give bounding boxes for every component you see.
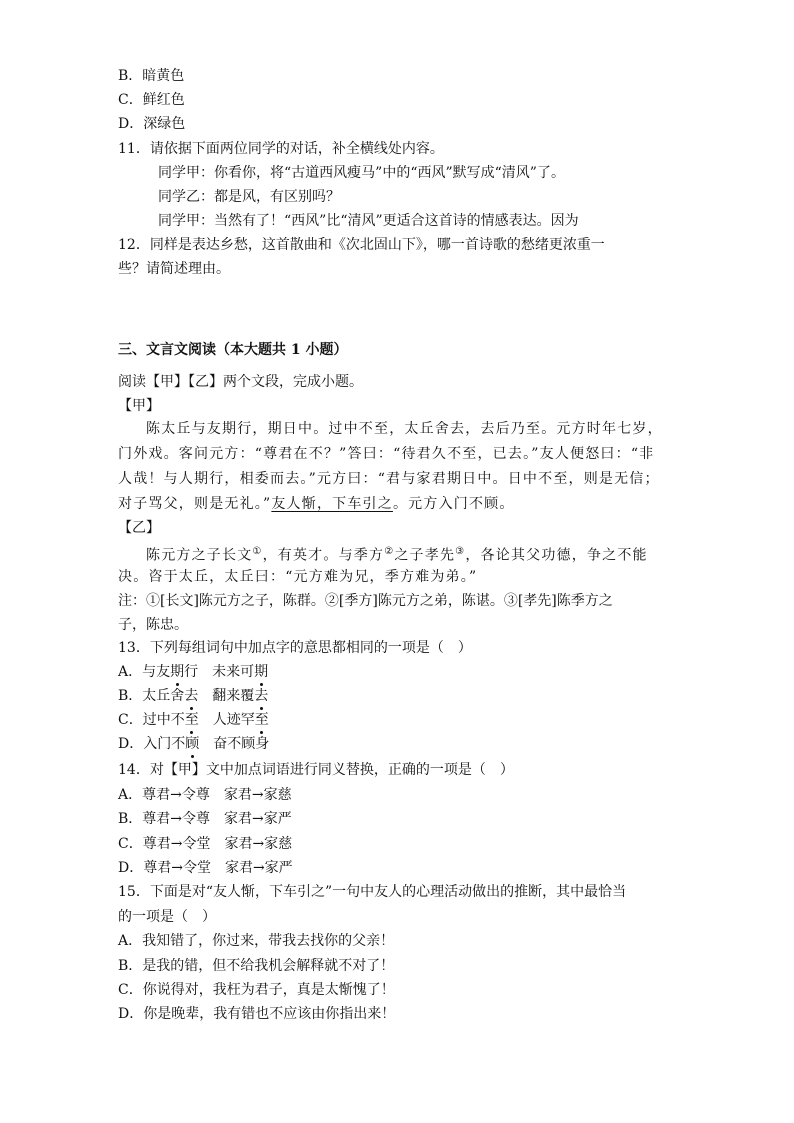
q15-option-b: B．是我的错，但不给我机会解释就不对了！ — [118, 958, 395, 974]
q13-b-text-1: B．太丘舍 — [118, 688, 185, 704]
footnote-marker-2: ② — [384, 546, 395, 557]
q13-option-c — [118, 710, 269, 730]
q14-option-a: A．尊君→令尊 家君→家慈 — [118, 787, 292, 803]
q12-stem-line-1: 12．同样是表达乡愁，这首散曲和《次北固山下》，哪一首诗歌的愁绪更浓重一 — [118, 237, 605, 253]
passage-yi-line-2: 决。咨于太丘，太丘曰：“元方难为兄，季方难为弟。” — [118, 569, 478, 585]
q15-option-c: C．你说得对，我枉为君子，真是太惭愧了！ — [118, 982, 395, 998]
q13-stem: 13．下列每组词句中加点字的意思都相同的一项是（ ） — [118, 640, 472, 656]
passage-jia-line-1: 陈太丘与友期行，期日中。过中不至，太丘舍去，去后乃至。元方时年七岁， — [146, 421, 663, 437]
passage-yi-text-d: ，各论其父功德，争之不能 — [465, 547, 648, 564]
q15-option-d: D．你是晚辈，我有错也不应该由你指出来！ — [118, 1006, 396, 1022]
passage-yi-text-a: 陈元方之子长文 — [146, 547, 253, 564]
q13-option-d — [118, 734, 269, 754]
q13-c-dotted-1: 至 — [184, 712, 199, 728]
passage-yi-text-b: ，有英才。与季方 — [262, 547, 385, 564]
passage-yi-line-1 — [146, 542, 648, 566]
q13-b-dotted-2: 去 — [254, 688, 269, 704]
q13-d-text-2: 奋不顾身 — [199, 736, 270, 752]
q11-stem: 11．请依据下面两位同学的对话，补全横线处内容。 — [118, 141, 444, 157]
q10-option-b: B．暗黄色 — [118, 68, 185, 84]
passage-yi-text-c: 之子孝先 — [394, 547, 456, 564]
passage-jia-line-3: 人哉！与人期行，相委而去。”元方曰：“君与家君期日中。日中不至，则是无信； — [118, 471, 660, 487]
q14-option-b: B．尊君→令尊 家君→家严 — [118, 811, 292, 827]
q13-a-dotted-2: 期 — [254, 664, 269, 680]
footnote-marker-3: ③ — [455, 546, 466, 557]
q13-c-text-1: C．过中不 — [118, 712, 185, 728]
q14-option-c: C．尊君→令堂 家君→家慈 — [118, 836, 293, 852]
q11-dialog-line-1: 同学甲：你看你，将“古道西风瘦马”中的“西风”默写成“清风”了。 — [158, 165, 565, 181]
q15-stem-line-1: 15．下面是对“友人惭，下车引之”一句中友人的心理活动做出的推断，其中最恰当 — [118, 884, 627, 900]
passage-jia-line-4-part-a: 对子骂父，则是无礼。” — [118, 496, 272, 512]
underlined-sentence: 友人惭，下车引之 — [271, 496, 393, 512]
q13-a-text-1: A．与友 — [118, 664, 171, 680]
q13-option-a — [118, 662, 268, 682]
passage-jia-line-4 — [118, 494, 515, 514]
passage-jia-line-4-part-b: 。元方入门不顾。 — [392, 496, 515, 512]
q10-option-c: C．鲜红色 — [118, 92, 185, 108]
q14-stem: 14．对【甲】文中加点词语进行同义替换，正确的一项是（ ） — [118, 762, 514, 778]
passage-jia-label: 【甲】 — [118, 398, 160, 414]
q13-a-dotted-1: 期 — [170, 664, 185, 680]
q14-option-d: D．尊君→令堂 家君→家严 — [118, 860, 293, 876]
q15-option-a: A．我知错了，你过来，带我去找你的父亲！ — [118, 933, 395, 949]
q13-b-dotted-1: 去 — [184, 688, 199, 704]
q13-option-b — [118, 686, 268, 706]
section-title: 三、文言文阅读（本大题共 1 小题） — [118, 342, 348, 358]
q12-stem-line-2: 些？请简述理由。 — [118, 261, 230, 277]
q10-option-d: D．深绿色 — [118, 116, 186, 132]
q13-a-text-2: 行 未来可 — [184, 664, 255, 680]
footnote-marker-1: ① — [252, 546, 263, 557]
q13-b-text-2: 翻来覆 — [198, 688, 255, 704]
q13-d-text-1: D．入门不 — [118, 736, 186, 752]
passage-jia-line-2: 门外戏。客问元方：“尊君在不？”答曰：“待君久不至，已去。”友人便怒曰：“非 — [118, 446, 655, 462]
note-line-1: 注：①[长文]陈元方之子，陈群。②[季方]陈元方之弟，陈谌。③[孝先]陈季方之 — [118, 593, 613, 609]
section-instruction: 阅读【甲】【乙】两个文段，完成小题。 — [118, 374, 363, 390]
passage-yi-label: 【乙】 — [118, 520, 160, 536]
q13-c-dotted-2: 至 — [254, 712, 269, 728]
q11-dialog-line-3: 同学甲：当然有了！“西风”比“清风”更适合这首诗的情感表达。因为 — [158, 213, 579, 229]
q13-d-dotted-1: 顾 — [185, 736, 200, 752]
q11-dialog-line-2: 同学乙：都是风，有区别吗？ — [158, 189, 340, 205]
q13-c-text-2: 人迹罕 — [198, 712, 255, 728]
note-line-2: 子，陈忠。 — [118, 617, 188, 633]
q15-stem-line-2: 的一项是（ ） — [118, 909, 216, 925]
